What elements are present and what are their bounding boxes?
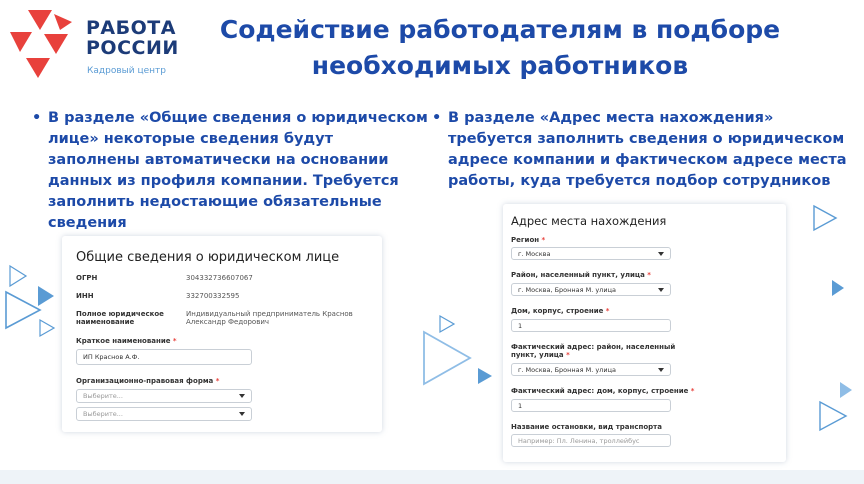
required-mark: * [541, 236, 546, 244]
house-value: 1 [518, 321, 523, 330]
right-text: В разделе «Адрес места нахождения» требуется заполнить сведения о юридическом адресе компании и фактическом адресе места работы, куда требуется подбор сотрудников [448, 110, 847, 189]
required-mark: * [215, 377, 220, 385]
inn-value: 332700332595 [186, 292, 240, 300]
stop-label-text: Название остановки, вид транспорта [511, 423, 662, 431]
play-triangle-icon [800, 196, 860, 436]
chevron-down-icon [658, 288, 664, 292]
legal-form-select[interactable] [76, 389, 252, 403]
bullet-icon: • [432, 110, 442, 126]
full-name-key: Полное юридическое наименование [76, 310, 164, 326]
play-triangle-icon [420, 310, 502, 390]
ogrn-key: ОГРН [76, 274, 98, 282]
bullet-icon: • [32, 110, 42, 126]
address-title: Адрес места нахождения [511, 214, 667, 228]
ogrn-row [76, 274, 376, 286]
house-label-text: Дом, корпус, строение [511, 307, 604, 315]
required-mark: * [566, 351, 570, 359]
full-name-row [76, 310, 376, 330]
left-text-block [32, 108, 428, 234]
actual-house-value: 1 [518, 401, 523, 410]
logo-mark-icon [10, 10, 76, 80]
house-input[interactable] [511, 319, 671, 332]
brand-name [86, 18, 179, 58]
short-name-value: ИП Краснов А.Ф. [83, 353, 140, 361]
brand-name-line1: РАБОТА [86, 17, 176, 39]
chevron-down-icon [658, 368, 664, 372]
legal-form-label-text: Организационно-правовая форма [76, 377, 214, 385]
stop-input[interactable] [511, 434, 671, 447]
district-select[interactable] [511, 283, 671, 296]
actual-district-label [511, 343, 676, 359]
bottom-bar [0, 470, 864, 484]
legal-form-subselect-placeholder: Выберите... [83, 410, 123, 418]
stop-placeholder: Например: Пл. Ленина, троллейбус [518, 436, 640, 445]
actual-house-label-text: Фактический адрес: дом, корпус, строение [511, 387, 689, 395]
region-select[interactable] [511, 247, 671, 260]
short-name-label [76, 337, 177, 345]
required-mark: * [605, 307, 610, 315]
chevron-down-icon [239, 412, 245, 416]
ogrn-value: 304332736607067 [186, 274, 253, 282]
actual-district-select[interactable] [511, 363, 671, 376]
address-card [503, 204, 786, 462]
house-label [511, 307, 609, 315]
chevron-down-icon [239, 394, 245, 398]
short-name-label-text: Краткое наименование [76, 337, 171, 345]
inn-key: ИНН [76, 292, 94, 300]
required-mark: * [172, 337, 177, 345]
legal-form-label [76, 377, 219, 385]
actual-house-label [511, 387, 694, 395]
play-triangle-icon [0, 262, 62, 342]
slide-title-line2: необходимых работников [311, 51, 689, 80]
district-label-text: Район, населенный пункт, улица [511, 271, 645, 279]
actual-house-input[interactable] [511, 399, 671, 412]
legal-info-card [62, 236, 382, 432]
brand-name-line2: РОССИИ [86, 37, 179, 59]
required-mark: * [690, 387, 695, 395]
full-name-value: Индивидуальный предприниматель Краснов Александр Федорович [186, 310, 353, 326]
slide-title-line1: Содействие работодателям в подборе [219, 15, 781, 44]
region-label-text: Регион [511, 236, 540, 244]
chevron-down-icon [658, 252, 664, 256]
district-label [511, 271, 651, 279]
region-label [511, 236, 545, 244]
left-text: В разделе «Общие сведения о юридическом лице» некоторые сведения будут заполнены автоматически на основании данных из профиля компании. Требуется заполнить недостающие обязательные сведения [48, 110, 428, 231]
district-value: г. Москва, Бронная М. улица [518, 285, 616, 294]
required-mark: * [647, 271, 651, 279]
legal-form-subselect[interactable] [76, 407, 252, 421]
legal-form-select-placeholder: Выберите... [83, 392, 123, 400]
actual-district-label-text: Фактический адрес: район, населенный пункт, улица [511, 343, 676, 359]
brand-subtitle: Кадровый центр [87, 66, 166, 76]
stop-label [511, 423, 662, 431]
slide-title [205, 12, 795, 84]
short-name-input[interactable] [76, 349, 252, 365]
region-value: г. Москва [518, 249, 551, 258]
legal-info-title: Общие сведения о юридическом лице [76, 250, 340, 265]
right-text-block [432, 108, 853, 192]
inn-row [76, 292, 376, 304]
actual-district-value: г. Москва, Бронная М. улица [518, 365, 616, 374]
